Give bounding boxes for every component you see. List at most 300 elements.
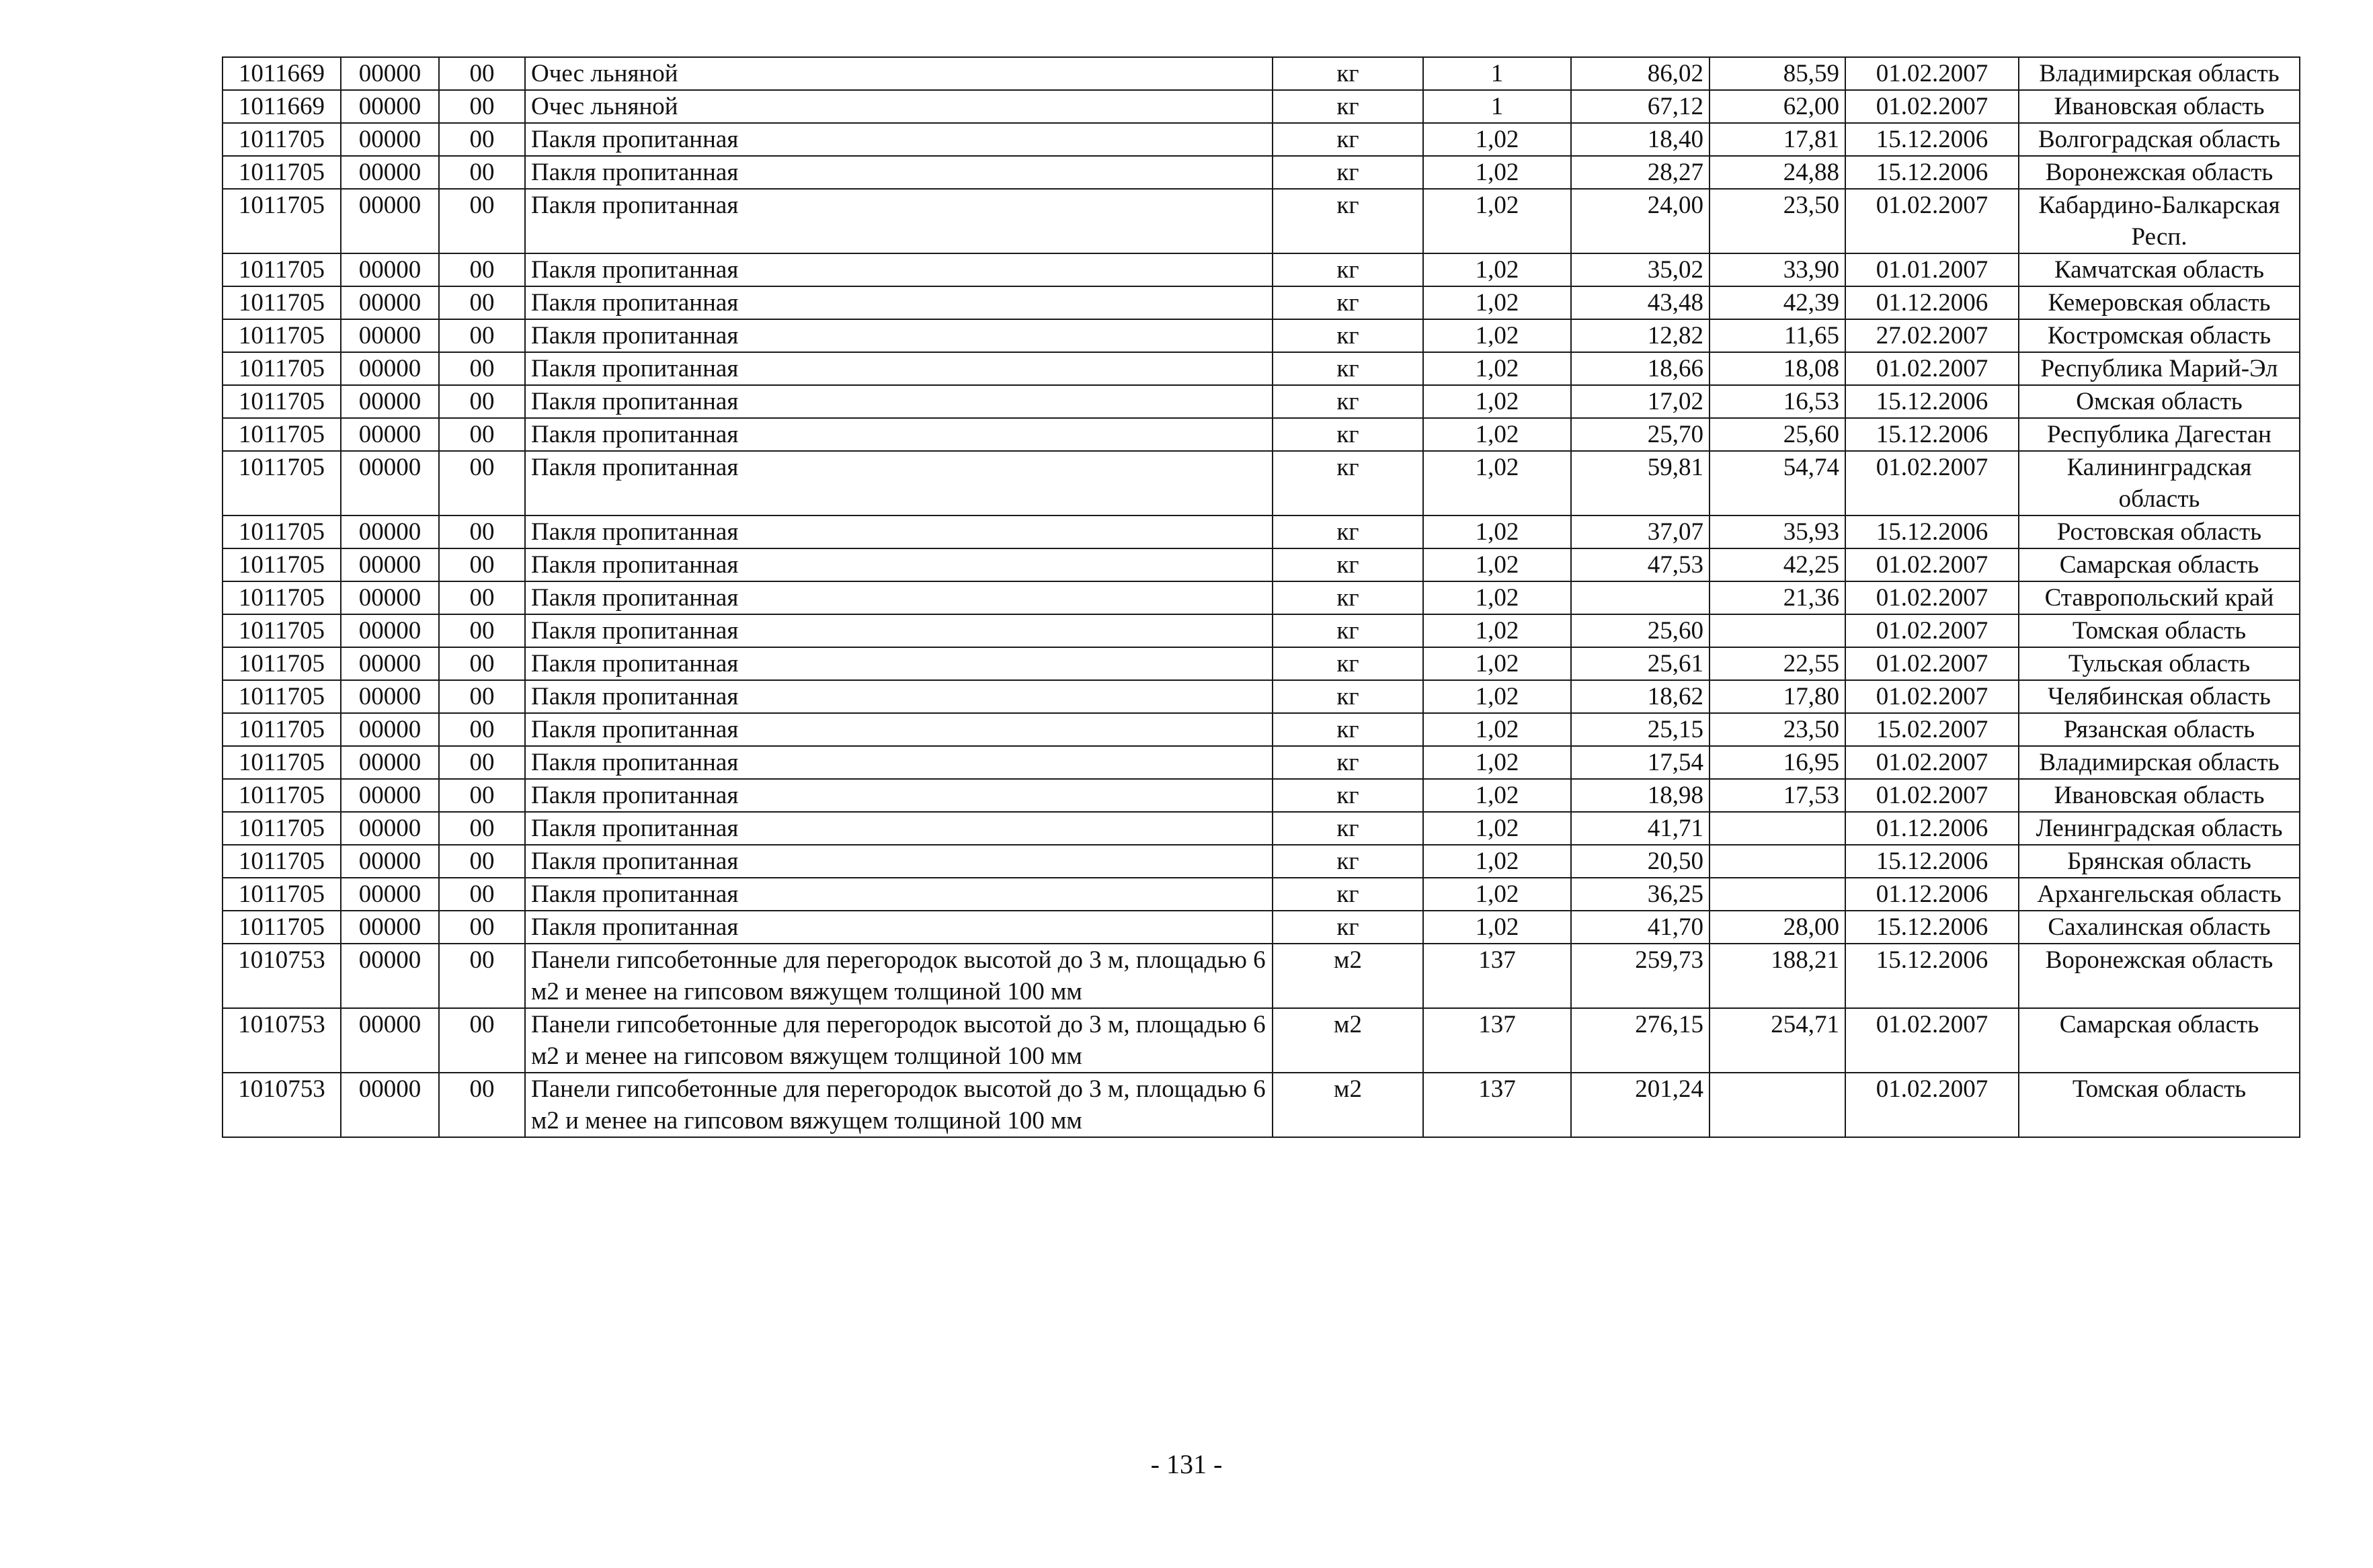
price-cell: 20,50 bbox=[1571, 845, 1710, 878]
coefficient-cell: 137 bbox=[1423, 1073, 1571, 1137]
date-cell: 01.02.2007 bbox=[1845, 352, 2019, 385]
price-alt-cell: 33,90 bbox=[1710, 253, 1845, 286]
subcode-cell: 00000 bbox=[341, 189, 439, 253]
group-code-cell: 00 bbox=[439, 911, 525, 944]
table-row bbox=[223, 418, 2300, 451]
price-cell: 17,54 bbox=[1571, 746, 1710, 779]
coefficient-cell: 1,02 bbox=[1423, 352, 1571, 385]
region-cell: Кабардино-Балкарская Респ. bbox=[2019, 189, 2300, 253]
subcode-cell: 00000 bbox=[341, 845, 439, 878]
region-cell: Архангельская область bbox=[2019, 878, 2300, 911]
subcode-cell: 00000 bbox=[341, 647, 439, 680]
group-code-cell: 00 bbox=[439, 451, 525, 515]
material-name-cell: Пакля пропитанная bbox=[525, 286, 1273, 319]
group-code-cell: 00 bbox=[439, 878, 525, 911]
date-cell: 27.02.2007 bbox=[1845, 319, 2019, 352]
group-code-cell: 00 bbox=[439, 418, 525, 451]
product-code-cell: 1010753 bbox=[223, 1008, 341, 1073]
product-code-cell: 1011705 bbox=[223, 779, 341, 812]
material-name-cell: Пакля пропитанная bbox=[525, 548, 1273, 581]
price-cell: 41,70 bbox=[1571, 911, 1710, 944]
subcode-cell: 00000 bbox=[341, 156, 439, 189]
table-row bbox=[223, 123, 2300, 156]
material-name-cell: Панели гипсобетонные для перегородок высотой до 3 м, площадью 6 м2 и менее на гипсовом вяжущем толщиной 100 мм bbox=[525, 944, 1273, 1008]
date-cell: 01.12.2006 bbox=[1845, 878, 2019, 911]
table-row bbox=[223, 90, 2300, 123]
date-cell: 01.02.2007 bbox=[1845, 1073, 2019, 1137]
table-row bbox=[223, 57, 2300, 90]
price-cell: 67,12 bbox=[1571, 90, 1710, 123]
date-cell: 15.12.2006 bbox=[1845, 123, 2019, 156]
table-row bbox=[223, 385, 2300, 418]
price-alt-cell: 85,59 bbox=[1710, 57, 1845, 90]
unit-cell: кг bbox=[1273, 352, 1423, 385]
price-alt-cell: 54,74 bbox=[1710, 451, 1845, 515]
date-cell: 15.12.2006 bbox=[1845, 156, 2019, 189]
date-cell: 15.12.2006 bbox=[1845, 944, 2019, 1008]
unit-cell: кг bbox=[1273, 581, 1423, 614]
group-code-cell: 00 bbox=[439, 779, 525, 812]
material-name-cell: Пакля пропитанная bbox=[525, 614, 1273, 647]
price-alt-cell: 16,95 bbox=[1710, 746, 1845, 779]
price-cell: 201,24 bbox=[1571, 1073, 1710, 1137]
region-cell: Республика Марий-Эл bbox=[2019, 352, 2300, 385]
subcode-cell: 00000 bbox=[341, 812, 439, 845]
material-name-cell: Пакля пропитанная bbox=[525, 680, 1273, 713]
price-cell: 59,81 bbox=[1571, 451, 1710, 515]
region-cell: Ивановская область bbox=[2019, 779, 2300, 812]
subcode-cell: 00000 bbox=[341, 57, 439, 90]
unit-cell: кг bbox=[1273, 647, 1423, 680]
unit-cell: кг bbox=[1273, 156, 1423, 189]
date-cell: 15.12.2006 bbox=[1845, 418, 2019, 451]
date-cell: 15.12.2006 bbox=[1845, 385, 2019, 418]
coefficient-cell: 137 bbox=[1423, 944, 1571, 1008]
group-code-cell: 00 bbox=[439, 614, 525, 647]
material-name-cell: Пакля пропитанная bbox=[525, 878, 1273, 911]
price-alt-cell bbox=[1710, 614, 1845, 647]
group-code-cell: 00 bbox=[439, 944, 525, 1008]
region-cell: Воронежская область bbox=[2019, 156, 2300, 189]
price-cell: 37,07 bbox=[1571, 515, 1710, 548]
price-cell: 276,15 bbox=[1571, 1008, 1710, 1073]
product-code-cell: 1011705 bbox=[223, 548, 341, 581]
unit-cell: кг bbox=[1273, 548, 1423, 581]
unit-cell: м2 bbox=[1273, 1008, 1423, 1073]
coefficient-cell: 1,02 bbox=[1423, 548, 1571, 581]
date-cell: 01.02.2007 bbox=[1845, 614, 2019, 647]
table-row bbox=[223, 746, 2300, 779]
product-code-cell: 1011705 bbox=[223, 123, 341, 156]
group-code-cell: 00 bbox=[439, 352, 525, 385]
table-row bbox=[223, 713, 2300, 746]
subcode-cell: 00000 bbox=[341, 878, 439, 911]
group-code-cell: 00 bbox=[439, 680, 525, 713]
group-code-cell: 00 bbox=[439, 515, 525, 548]
coefficient-cell: 1,02 bbox=[1423, 581, 1571, 614]
table-row bbox=[223, 286, 2300, 319]
price-cell: 25,60 bbox=[1571, 614, 1710, 647]
product-code-cell: 1011705 bbox=[223, 451, 341, 515]
region-cell: Сахалинская область bbox=[2019, 911, 2300, 944]
region-cell: Омская область bbox=[2019, 385, 2300, 418]
date-cell: 01.02.2007 bbox=[1845, 189, 2019, 253]
subcode-cell: 00000 bbox=[341, 746, 439, 779]
price-cell: 25,61 bbox=[1571, 647, 1710, 680]
table-row bbox=[223, 1073, 2300, 1137]
region-cell: Волгоградская область bbox=[2019, 123, 2300, 156]
subcode-cell: 00000 bbox=[341, 1073, 439, 1137]
price-alt-cell: 17,80 bbox=[1710, 680, 1845, 713]
product-code-cell: 1011705 bbox=[223, 812, 341, 845]
table-row bbox=[223, 548, 2300, 581]
price-cell: 18,40 bbox=[1571, 123, 1710, 156]
unit-cell: кг bbox=[1273, 90, 1423, 123]
unit-cell: кг bbox=[1273, 812, 1423, 845]
coefficient-cell: 1,02 bbox=[1423, 451, 1571, 515]
coefficient-cell: 1,02 bbox=[1423, 286, 1571, 319]
table-row bbox=[223, 812, 2300, 845]
table-row bbox=[223, 680, 2300, 713]
material-name-cell: Пакля пропитанная bbox=[525, 418, 1273, 451]
price-alt-cell: 62,00 bbox=[1710, 90, 1845, 123]
unit-cell: кг bbox=[1273, 713, 1423, 746]
material-name-cell: Пакля пропитанная bbox=[525, 647, 1273, 680]
table-row bbox=[223, 878, 2300, 911]
table-row bbox=[223, 581, 2300, 614]
date-cell: 15.12.2006 bbox=[1845, 845, 2019, 878]
price-alt-cell: 11,65 bbox=[1710, 319, 1845, 352]
product-code-cell: 1011705 bbox=[223, 352, 341, 385]
coefficient-cell: 1,02 bbox=[1423, 515, 1571, 548]
price-alt-cell: 22,55 bbox=[1710, 647, 1845, 680]
material-name-cell: Пакля пропитанная bbox=[525, 189, 1273, 253]
unit-cell: м2 bbox=[1273, 1073, 1423, 1137]
group-code-cell: 00 bbox=[439, 286, 525, 319]
region-cell: Ивановская область bbox=[2019, 90, 2300, 123]
price-alt-cell: 17,53 bbox=[1710, 779, 1845, 812]
region-cell: Томская область bbox=[2019, 1073, 2300, 1137]
material-name-cell: Пакля пропитанная bbox=[525, 123, 1273, 156]
region-cell: Самарская область bbox=[2019, 1008, 2300, 1073]
region-cell: Челябинская область bbox=[2019, 680, 2300, 713]
unit-cell: кг bbox=[1273, 680, 1423, 713]
subcode-cell: 00000 bbox=[341, 451, 439, 515]
product-code-cell: 1011705 bbox=[223, 878, 341, 911]
product-code-cell: 1011705 bbox=[223, 680, 341, 713]
table-row bbox=[223, 845, 2300, 878]
coefficient-cell: 1,02 bbox=[1423, 385, 1571, 418]
date-cell: 01.02.2007 bbox=[1845, 581, 2019, 614]
coefficient-cell: 1,02 bbox=[1423, 845, 1571, 878]
product-code-cell: 1010753 bbox=[223, 1073, 341, 1137]
date-cell: 01.01.2007 bbox=[1845, 253, 2019, 286]
unit-cell: кг bbox=[1273, 746, 1423, 779]
subcode-cell: 00000 bbox=[341, 352, 439, 385]
unit-cell: кг bbox=[1273, 286, 1423, 319]
subcode-cell: 00000 bbox=[341, 90, 439, 123]
subcode-cell: 00000 bbox=[341, 286, 439, 319]
unit-cell: м2 bbox=[1273, 944, 1423, 1008]
coefficient-cell: 1,02 bbox=[1423, 680, 1571, 713]
unit-cell: кг bbox=[1273, 614, 1423, 647]
product-code-cell: 1011705 bbox=[223, 156, 341, 189]
material-name-cell: Пакля пропитанная bbox=[525, 779, 1273, 812]
table-row bbox=[223, 647, 2300, 680]
unit-cell: кг bbox=[1273, 878, 1423, 911]
table-body bbox=[223, 57, 2300, 1137]
material-name-cell: Панели гипсобетонные для перегородок высотой до 3 м, площадью 6 м2 и менее на гипсовом вяжущем толщиной 100 мм bbox=[525, 1073, 1273, 1137]
price-alt-cell: 188,21 bbox=[1710, 944, 1845, 1008]
subcode-cell: 00000 bbox=[341, 123, 439, 156]
date-cell: 15.12.2006 bbox=[1845, 911, 2019, 944]
table-row bbox=[223, 189, 2300, 253]
region-cell: Республика Дагестан bbox=[2019, 418, 2300, 451]
price-alt-cell: 25,60 bbox=[1710, 418, 1845, 451]
date-cell: 01.12.2006 bbox=[1845, 286, 2019, 319]
price-cell: 25,15 bbox=[1571, 713, 1710, 746]
table-row bbox=[223, 515, 2300, 548]
product-code-cell: 1010753 bbox=[223, 944, 341, 1008]
date-cell: 01.02.2007 bbox=[1845, 90, 2019, 123]
date-cell: 01.02.2007 bbox=[1845, 57, 2019, 90]
subcode-cell: 00000 bbox=[341, 713, 439, 746]
group-code-cell: 00 bbox=[439, 581, 525, 614]
product-code-cell: 1011669 bbox=[223, 90, 341, 123]
region-cell: Тульская область bbox=[2019, 647, 2300, 680]
price-cell bbox=[1571, 581, 1710, 614]
subcode-cell: 00000 bbox=[341, 1008, 439, 1073]
group-code-cell: 00 bbox=[439, 319, 525, 352]
unit-cell: кг bbox=[1273, 123, 1423, 156]
region-cell: Владимирская область bbox=[2019, 57, 2300, 90]
region-cell: Камчатская область bbox=[2019, 253, 2300, 286]
product-code-cell: 1011705 bbox=[223, 319, 341, 352]
price-table bbox=[222, 56, 2300, 1138]
price-cell: 24,00 bbox=[1571, 189, 1710, 253]
coefficient-cell: 1,02 bbox=[1423, 779, 1571, 812]
date-cell: 01.02.2007 bbox=[1845, 680, 2019, 713]
table-row bbox=[223, 451, 2300, 515]
product-code-cell: 1011705 bbox=[223, 614, 341, 647]
group-code-cell: 00 bbox=[439, 385, 525, 418]
group-code-cell: 00 bbox=[439, 253, 525, 286]
product-code-cell: 1011705 bbox=[223, 713, 341, 746]
group-code-cell: 00 bbox=[439, 746, 525, 779]
coefficient-cell: 1,02 bbox=[1423, 253, 1571, 286]
subcode-cell: 00000 bbox=[341, 614, 439, 647]
region-cell: Томская область bbox=[2019, 614, 2300, 647]
subcode-cell: 00000 bbox=[341, 779, 439, 812]
table-row bbox=[223, 319, 2300, 352]
table-row bbox=[223, 1008, 2300, 1073]
unit-cell: кг bbox=[1273, 515, 1423, 548]
table-row bbox=[223, 911, 2300, 944]
subcode-cell: 00000 bbox=[341, 385, 439, 418]
coefficient-cell: 1 bbox=[1423, 57, 1571, 90]
price-alt-cell bbox=[1710, 1073, 1845, 1137]
coefficient-cell: 1,02 bbox=[1423, 418, 1571, 451]
price-alt-cell: 42,39 bbox=[1710, 286, 1845, 319]
material-name-cell: Пакля пропитанная bbox=[525, 746, 1273, 779]
price-alt-cell: 24,88 bbox=[1710, 156, 1845, 189]
region-cell: Костромская область bbox=[2019, 319, 2300, 352]
price-alt-cell: 21,36 bbox=[1710, 581, 1845, 614]
table-row bbox=[223, 779, 2300, 812]
material-name-cell: Пакля пропитанная bbox=[525, 319, 1273, 352]
coefficient-cell: 137 bbox=[1423, 1008, 1571, 1073]
group-code-cell: 00 bbox=[439, 1073, 525, 1137]
price-alt-cell bbox=[1710, 878, 1845, 911]
price-alt-cell: 35,93 bbox=[1710, 515, 1845, 548]
material-name-cell: Очес льняной bbox=[525, 90, 1273, 123]
product-code-cell: 1011705 bbox=[223, 189, 341, 253]
material-name-cell: Пакля пропитанная bbox=[525, 156, 1273, 189]
material-name-cell: Пакля пропитанная bbox=[525, 352, 1273, 385]
unit-cell: кг bbox=[1273, 253, 1423, 286]
material-name-cell: Пакля пропитанная bbox=[525, 253, 1273, 286]
region-cell: Кемеровская область bbox=[2019, 286, 2300, 319]
price-alt-cell: 23,50 bbox=[1710, 713, 1845, 746]
price-cell: 86,02 bbox=[1571, 57, 1710, 90]
coefficient-cell: 1,02 bbox=[1423, 878, 1571, 911]
coefficient-cell: 1,02 bbox=[1423, 123, 1571, 156]
group-code-cell: 00 bbox=[439, 812, 525, 845]
coefficient-cell: 1,02 bbox=[1423, 189, 1571, 253]
subcode-cell: 00000 bbox=[341, 515, 439, 548]
price-cell: 25,70 bbox=[1571, 418, 1710, 451]
price-alt-cell: 17,81 bbox=[1710, 123, 1845, 156]
subcode-cell: 00000 bbox=[341, 911, 439, 944]
price-cell: 17,02 bbox=[1571, 385, 1710, 418]
price-cell: 18,62 bbox=[1571, 680, 1710, 713]
price-alt-cell: 18,08 bbox=[1710, 352, 1845, 385]
page-number: - 131 - bbox=[1150, 1449, 1223, 1479]
group-code-cell: 00 bbox=[439, 647, 525, 680]
material-name-cell: Пакля пропитанная bbox=[525, 812, 1273, 845]
unit-cell: кг bbox=[1273, 418, 1423, 451]
price-cell: 43,48 bbox=[1571, 286, 1710, 319]
unit-cell: кг bbox=[1273, 189, 1423, 253]
region-cell: Ростовская область bbox=[2019, 515, 2300, 548]
region-cell: Самарская область bbox=[2019, 548, 2300, 581]
material-name-cell: Панели гипсобетонные для перегородок высотой до 3 м, площадью 6 м2 и менее на гипсовом вяжущем толщиной 100 мм bbox=[525, 1008, 1273, 1073]
subcode-cell: 00000 bbox=[341, 548, 439, 581]
material-name-cell: Пакля пропитанная bbox=[525, 581, 1273, 614]
date-cell: 01.02.2007 bbox=[1845, 746, 2019, 779]
date-cell: 01.12.2006 bbox=[1845, 812, 2019, 845]
product-code-cell: 1011705 bbox=[223, 911, 341, 944]
subcode-cell: 00000 bbox=[341, 319, 439, 352]
product-code-cell: 1011705 bbox=[223, 581, 341, 614]
date-cell: 01.02.2007 bbox=[1845, 779, 2019, 812]
material-name-cell: Пакля пропитанная bbox=[525, 911, 1273, 944]
price-cell: 35,02 bbox=[1571, 253, 1710, 286]
coefficient-cell: 1,02 bbox=[1423, 713, 1571, 746]
material-name-cell: Пакля пропитанная bbox=[525, 451, 1273, 515]
price-cell: 18,66 bbox=[1571, 352, 1710, 385]
unit-cell: кг bbox=[1273, 57, 1423, 90]
date-cell: 01.02.2007 bbox=[1845, 1008, 2019, 1073]
material-name-cell: Пакля пропитанная bbox=[525, 515, 1273, 548]
coefficient-cell: 1,02 bbox=[1423, 746, 1571, 779]
product-code-cell: 1011669 bbox=[223, 57, 341, 90]
region-cell: Рязанская область bbox=[2019, 713, 2300, 746]
unit-cell: кг bbox=[1273, 451, 1423, 515]
material-name-cell: Пакля пропитанная bbox=[525, 713, 1273, 746]
product-code-cell: 1011705 bbox=[223, 515, 341, 548]
coefficient-cell: 1,02 bbox=[1423, 614, 1571, 647]
material-name-cell: Пакля пропитанная bbox=[525, 385, 1273, 418]
coefficient-cell: 1,02 bbox=[1423, 319, 1571, 352]
group-code-cell: 00 bbox=[439, 845, 525, 878]
group-code-cell: 00 bbox=[439, 189, 525, 253]
price-alt-cell: 254,71 bbox=[1710, 1008, 1845, 1073]
group-code-cell: 00 bbox=[439, 713, 525, 746]
price-cell: 41,71 bbox=[1571, 812, 1710, 845]
table-row bbox=[223, 944, 2300, 1008]
subcode-cell: 00000 bbox=[341, 581, 439, 614]
price-alt-cell: 23,50 bbox=[1710, 189, 1845, 253]
date-cell: 01.02.2007 bbox=[1845, 451, 2019, 515]
region-cell: Брянская область bbox=[2019, 845, 2300, 878]
product-code-cell: 1011705 bbox=[223, 286, 341, 319]
unit-cell: кг bbox=[1273, 911, 1423, 944]
unit-cell: кг bbox=[1273, 385, 1423, 418]
product-code-cell: 1011705 bbox=[223, 418, 341, 451]
product-code-cell: 1011705 bbox=[223, 746, 341, 779]
product-code-cell: 1011705 bbox=[223, 253, 341, 286]
group-code-cell: 00 bbox=[439, 156, 525, 189]
price-alt-cell: 42,25 bbox=[1710, 548, 1845, 581]
group-code-cell: 00 bbox=[439, 123, 525, 156]
date-cell: 15.12.2006 bbox=[1845, 515, 2019, 548]
coefficient-cell: 1,02 bbox=[1423, 911, 1571, 944]
region-cell: Воронежская область bbox=[2019, 944, 2300, 1008]
region-cell: Ставропольский край bbox=[2019, 581, 2300, 614]
subcode-cell: 00000 bbox=[341, 253, 439, 286]
material-name-cell: Пакля пропитанная bbox=[525, 845, 1273, 878]
price-cell: 36,25 bbox=[1571, 878, 1710, 911]
coefficient-cell: 1,02 bbox=[1423, 647, 1571, 680]
group-code-cell: 00 bbox=[439, 1008, 525, 1073]
unit-cell: кг bbox=[1273, 319, 1423, 352]
date-cell: 15.02.2007 bbox=[1845, 713, 2019, 746]
coefficient-cell: 1,02 bbox=[1423, 812, 1571, 845]
subcode-cell: 00000 bbox=[341, 680, 439, 713]
region-cell: Владимирская область bbox=[2019, 746, 2300, 779]
table-row bbox=[223, 352, 2300, 385]
price-alt-cell bbox=[1710, 845, 1845, 878]
price-alt-cell: 28,00 bbox=[1710, 911, 1845, 944]
price-cell: 47,53 bbox=[1571, 548, 1710, 581]
coefficient-cell: 1 bbox=[1423, 90, 1571, 123]
product-code-cell: 1011705 bbox=[223, 647, 341, 680]
group-code-cell: 00 bbox=[439, 90, 525, 123]
price-cell: 18,98 bbox=[1571, 779, 1710, 812]
group-code-cell: 00 bbox=[439, 57, 525, 90]
coefficient-cell: 1,02 bbox=[1423, 156, 1571, 189]
product-code-cell: 1011705 bbox=[223, 845, 341, 878]
subcode-cell: 00000 bbox=[341, 418, 439, 451]
unit-cell: кг bbox=[1273, 779, 1423, 812]
price-alt-cell bbox=[1710, 812, 1845, 845]
price-alt-cell: 16,53 bbox=[1710, 385, 1845, 418]
region-cell: Ленинградская область bbox=[2019, 812, 2300, 845]
date-cell: 01.02.2007 bbox=[1845, 548, 2019, 581]
table-row bbox=[223, 253, 2300, 286]
material-name-cell: Очес льняной bbox=[525, 57, 1273, 90]
